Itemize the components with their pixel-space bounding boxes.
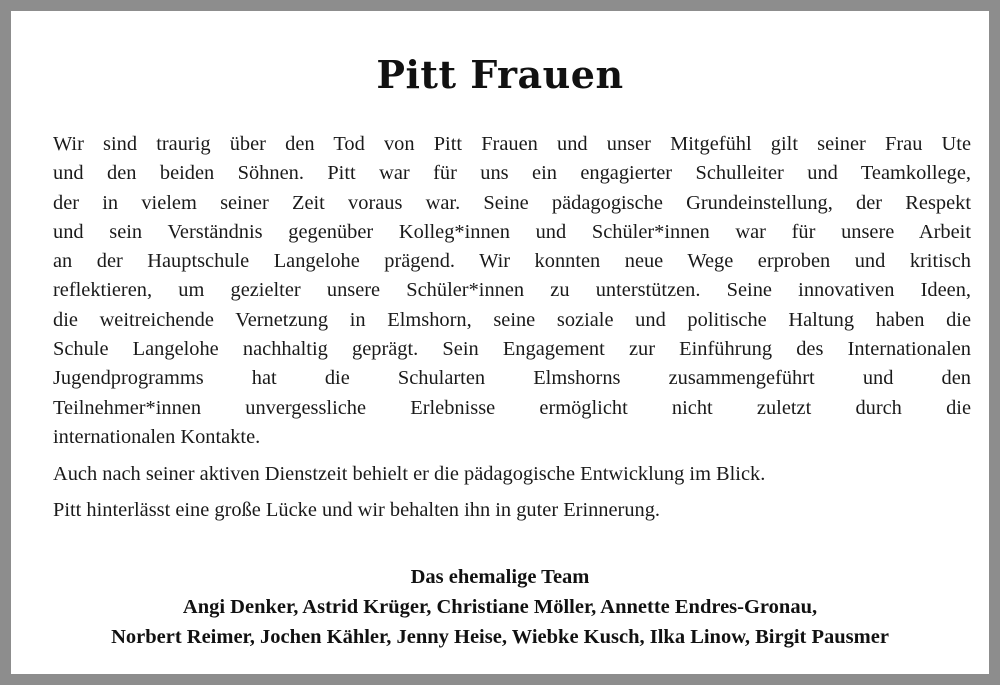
main-paragraph-line: Schule Langelohe nachhaltig geprägt. Sein Engagement zur Einführung des Internationalen <box>53 338 971 361</box>
obituary-title: Pitt Frauen <box>376 52 624 97</box>
signature-block <box>22 562 978 652</box>
second-paragraph: Auch nach seiner aktiven Dienstzeit behielt er die pädagogische Entwicklung im Blick. <box>53 463 766 486</box>
main-paragraph-line: und sein Verständnis gegenüber Kolleg*innen und Schüler*innen war für unsere Arbeit <box>53 220 971 243</box>
main-paragraph-line: reflektieren, um gezielter unsere Schüler*innen zu unterstützen. Seine innovativen Ideen, <box>53 279 971 302</box>
signature-names-line-1: Angi Denker, Astrid Krüger, Christiane Möller, Annette Endres-Gronau, <box>182 596 818 618</box>
main-paragraph-line: Jugendprogramms hat die Schularten Elmshorns zusammengeführt und den <box>53 367 971 390</box>
main-paragraph <box>53 130 971 452</box>
main-paragraph-line: die weitreichende Vernetzung in Elmshorn, seine soziale und politische Haltung haben die <box>53 308 971 331</box>
main-paragraph-line: Teilnehmer*innen unvergessliche Erlebnisse ermöglicht nicht zuletzt durch die <box>53 396 971 419</box>
signature-names-line-2: Norbert Reimer, Jochen Kähler, Jenny Heise, Wiebke Kusch, Ilka Linow, Birgit Pausmer <box>111 626 889 648</box>
signature-heading: Das ehemalige Team <box>410 566 590 588</box>
main-paragraph-line: der in vielem seiner Zeit voraus war. Seine pädagogische Grundeinstellung, der Respekt <box>53 191 971 214</box>
main-paragraph-line: an der Hauptschule Langelohe prägend. Wir konnten neue Wege erproben und kritisch <box>53 250 971 273</box>
main-paragraph-line: Wir sind traurig über den Tod von Pitt Frauen und unser Mitgefühl gilt seiner Frau Ute <box>53 133 971 155</box>
obituary-body <box>53 130 971 525</box>
third-paragraph: Pitt hinterlässt eine große Lücke und wir behalten ihn in guter Erinnerung. <box>53 498 661 521</box>
main-paragraph-line: internationalen Kontakte. <box>53 425 261 448</box>
main-paragraph-line: und den beiden Söhnen. Pitt war für uns ein engagierter Schulleiter und Teamkollege, <box>53 162 971 185</box>
